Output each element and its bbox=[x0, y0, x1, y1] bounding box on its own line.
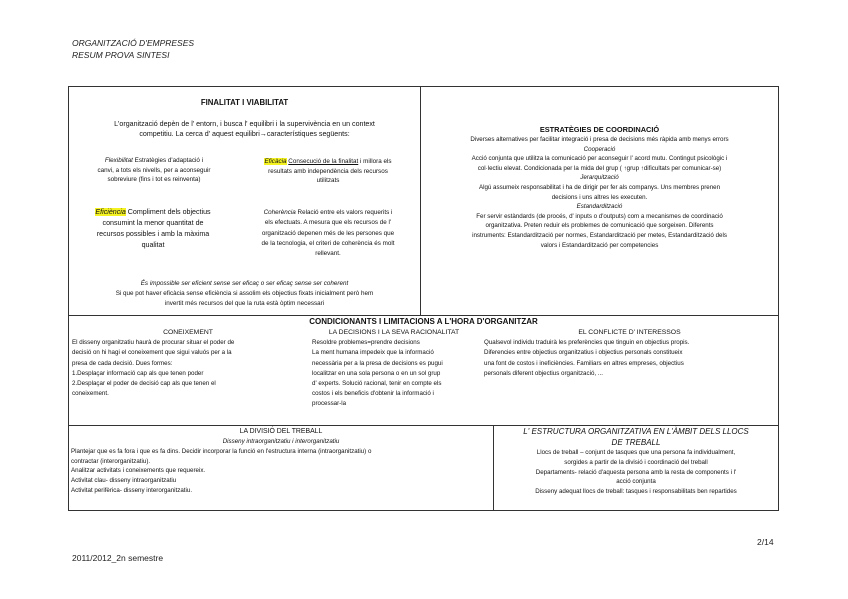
divisio-title: LA DIVISIÓ DEL TREBALL bbox=[239, 428, 323, 435]
cooperacio-line-1: Acció conjunta que utilitza la comunicació per aconseguir l' acord mutu. Contingut psicològic i bbox=[471, 155, 728, 163]
eficiencia-text-4: qualitat bbox=[141, 241, 165, 249]
eficacia-link: Consecució de la finalitat bbox=[288, 158, 359, 165]
finalitat-intro-1: L'organització depèn de l' entorn, i busca l' equilibri i la supervivència en un context bbox=[114, 120, 375, 128]
estandarditzacio-title: Estandardització bbox=[576, 203, 623, 211]
estructura-title-1: L' ESTRUCTURA ORGANITZATIVA EN L'ÀMBIT DELS LLOCS bbox=[523, 427, 749, 436]
divisio-cell bbox=[71, 427, 491, 496]
flexibilitat-text-2: canvi, a tots els nivells, per a aconseguir bbox=[97, 166, 211, 174]
decisions-cell bbox=[312, 328, 476, 410]
estandarditzacio-line-2: organitzativa. Preten reduir els problemes de comunicació que sorgeixen. Diferents bbox=[485, 222, 714, 230]
cooperacio-title: Cooperació bbox=[583, 145, 616, 153]
cooperacio-line-2: col·lectiu elevat. Condicionada per la mida del grup ( ↑grup ↑dificultats per comunicar-se) bbox=[477, 164, 722, 172]
divisio-line-3: Analitzar activitats i coneixements que requereix. bbox=[71, 467, 206, 475]
estructura-cell bbox=[495, 426, 777, 497]
coneixement-line-4: 1.Desplaçar informació cap als que tenen poder bbox=[72, 369, 204, 377]
decisions-line-2: La ment humana impedeix que la informació bbox=[312, 349, 434, 357]
finalitat-intro-2: competitiu. La cerca d' aquest equilibri→característiques següents: bbox=[139, 130, 350, 138]
finalitat-cell bbox=[72, 98, 417, 139]
note-line-2: invertit més recursos del que la ruta està òptim necessari bbox=[164, 299, 325, 307]
eficacia-text-3: utilitzats bbox=[316, 177, 340, 185]
estructura-line-2: sorgides a partir de la divisió i coordinació del treball bbox=[564, 458, 708, 466]
divisio-line-1: Plantejar que es fa fora i que es fa dins. Decidir incorporar la funció en l'estructura interna (intraorganitzatiu) o bbox=[71, 447, 372, 455]
impossible-statement: És impossible ser eficient sense ser eficaç o ser eficaç sense ser coherent bbox=[140, 280, 349, 287]
estandarditzacio-line-4: valors i Estandardització per competencies bbox=[540, 241, 659, 249]
decisions-line-3: necessària per a la presa de decisions es pugui bbox=[312, 359, 443, 367]
estrategies-line-1: Diverses alternatives per facilitar integració i presa de decisions més ràpida amb menys errors bbox=[470, 136, 729, 143]
conflicte-line-3: una font de costos i ineficiències. Familiars en altres empreses, objectius bbox=[484, 359, 684, 367]
coneixement-line-2: decisió on hi hagi el coneixement que sigui valuós per a la bbox=[72, 349, 232, 357]
coneixement-line-6: coneixement. bbox=[72, 390, 109, 398]
coherencia-text-1: Relació entre els valors requerits i bbox=[295, 209, 393, 216]
eficacia-term: Eficàcia bbox=[264, 158, 287, 165]
footer-text: 2011/2012_2n semestre bbox=[72, 553, 164, 563]
coherencia-block bbox=[238, 208, 418, 259]
header-line-2: RESUM PROVA SINTESI bbox=[72, 50, 170, 60]
flexibilitat-block bbox=[74, 156, 234, 185]
coneixement-title: CONEIXEMENT bbox=[163, 329, 213, 336]
coneixement-line-5: 2.Desplaçar el poder de decisió cap als que tenen el bbox=[72, 380, 216, 388]
col-divider-bottom bbox=[493, 425, 494, 511]
eficacia-text-2: resultats amb independència dels recursos bbox=[268, 167, 388, 175]
estandarditzacio-line-3: instruments: Estandardització per normes, Estandardització per metes, Estandardització dels bbox=[472, 231, 727, 239]
conflicte-cell bbox=[484, 328, 775, 379]
divisio-subtitle: Disseny intraorganitzatiu i interorganitzatiu bbox=[222, 438, 340, 445]
document-header bbox=[72, 37, 194, 61]
coneixement-cell bbox=[72, 328, 304, 399]
decisions-title: LA DECISIONS I LA SEVA RACIONALITAT bbox=[328, 329, 460, 336]
eficacia-text-1: i millora els bbox=[358, 158, 392, 165]
finalitat-note bbox=[70, 279, 419, 308]
divisio-line-5: Activitat perifèrica- disseny interorganitzatiu. bbox=[71, 486, 193, 494]
divisio-line-4: Activitat clau- disseny intraorganitzatiu bbox=[71, 477, 177, 485]
flexibilitat-term: Flexibilitat bbox=[104, 157, 133, 164]
estructura-line-4: acció conjunta bbox=[616, 478, 656, 486]
decisions-line-7: processar-la bbox=[312, 400, 347, 408]
conflicte-line-1: Qualsevol individu traduirà les preferències que tinguin en objectius propis. bbox=[484, 339, 690, 347]
jerarquitzacio-title: Jerarquització bbox=[580, 174, 619, 182]
estrategies-cell bbox=[422, 125, 777, 250]
conflicte-line-2: Diferencies entre objectius organitzatius i objectius personals constitueix bbox=[484, 349, 683, 357]
coherencia-term: Coherència bbox=[263, 209, 296, 216]
estrategies-title: ESTRATÈGIES DE COORDINACIÓ bbox=[539, 125, 660, 134]
flexibilitat-text-3: sobreviure (fins i tot es reinventa) bbox=[107, 176, 201, 184]
note-line-1: Si que pot haver eficàcia sense eficiència si assolim els objectius fixats inicialment però hem bbox=[115, 289, 374, 297]
estructura-line-5: Disseny adequat llocs de treball: tasques i responsabilitats ben repartides bbox=[535, 488, 737, 496]
coherencia-text-4: de la tecnologia, el criteri de coherència és molt bbox=[261, 239, 395, 247]
decisions-line-1: Resoldre problemes=prendre decisions bbox=[312, 339, 420, 347]
jerarquitzacio-line-1: Algú assumeix responsabilitat i ha de dirigir per fer als companys. Uns membres prenen bbox=[478, 183, 721, 191]
jerarquitzacio-line-2: decisions i uns altres les executen. bbox=[551, 193, 648, 201]
flexibilitat-text-1: Estratègies d'adaptació i bbox=[132, 157, 204, 164]
eficiencia-block bbox=[72, 207, 234, 251]
estructura-line-3: Departaments- relació d'aquesta persona amb la resta de components i l' bbox=[535, 468, 737, 476]
eficiencia-text-2: consumint la menor quantitat de bbox=[102, 219, 204, 227]
coherencia-text-3: organització depenen més de les persones que bbox=[261, 229, 395, 237]
coherencia-text-2: els efectuats. A mesura que els recursos de l' bbox=[264, 219, 392, 227]
coherencia-text-5: rellevant. bbox=[315, 250, 341, 258]
estructura-line-1: Llocs de treball – conjunt de tasques que una persona fa individualment, bbox=[536, 449, 736, 456]
conflicte-line-4: personals diferent objectius organització, ... bbox=[484, 369, 604, 377]
conflicte-title: EL CONFLICTE D' INTERESSOS bbox=[578, 329, 681, 336]
eficiencia-text-3: recursos possibles i amb la màxima bbox=[96, 230, 210, 238]
estandarditzacio-line-1: Fer servir estàndards (de procés, d' inputs o d'outputs) com a mecanismes de coordinació bbox=[476, 212, 723, 220]
coneixement-line-3: presa de cada decisió. Dues formes: bbox=[72, 359, 173, 367]
condicionants-title: CONDICIONANTS I LIMITACIONS A L'HORA D'ORGANITZAR bbox=[309, 317, 538, 326]
eficacia-block bbox=[238, 157, 418, 186]
eficiencia-term: Eficiència bbox=[95, 208, 126, 216]
header-line-1: ORGANITZACIÓ D'EMPRESES bbox=[72, 38, 195, 48]
page-number: 2/14 bbox=[757, 537, 774, 547]
finalitat-title: FINALITAT I VIABILITAT bbox=[200, 98, 289, 107]
finalitat-intro bbox=[72, 119, 417, 139]
coneixement-line-1: El disseny organitzatiu haurà de procurar situar el poder de bbox=[72, 339, 235, 347]
eficiencia-text-1: Compliment dels objectius bbox=[125, 208, 211, 216]
divisio-line-2: contractar (interorganitzatiu). bbox=[71, 457, 151, 465]
col-divider-top bbox=[420, 86, 421, 315]
estructura-title-2: DE TREBALL bbox=[611, 438, 661, 447]
decisions-line-6: costos i els beneficis d'obtenir la informació i bbox=[312, 390, 434, 398]
decisions-line-5: d' experts. Solució racional, tenir en compte els bbox=[312, 380, 442, 388]
decisions-line-4: localitzar en una sola persona o en un sol grup bbox=[312, 369, 441, 377]
